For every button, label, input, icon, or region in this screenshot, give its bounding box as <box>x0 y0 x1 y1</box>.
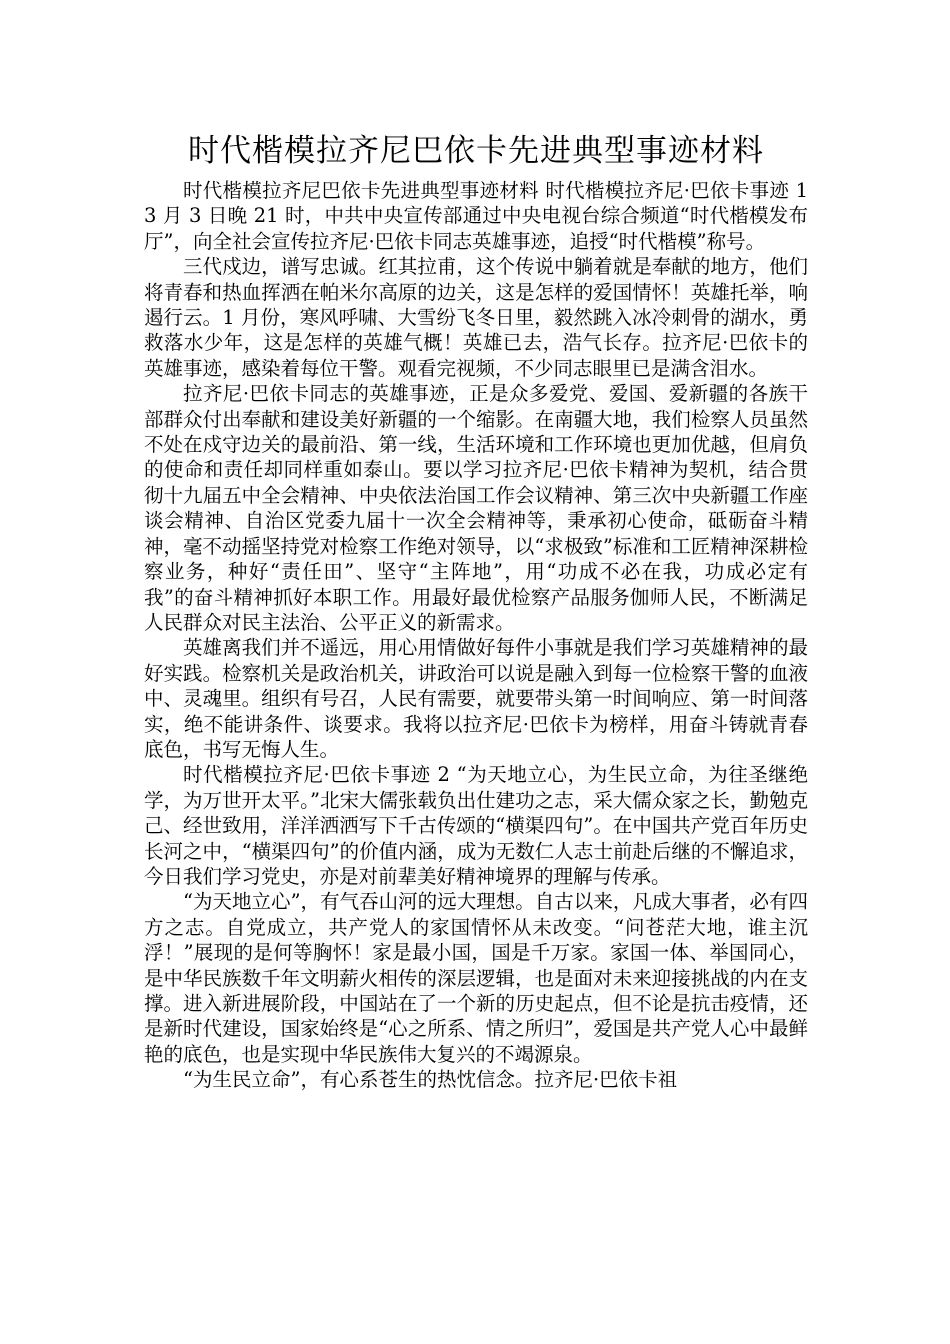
paragraph-4: 英雄离我们并不遥远，用心用情做好每件小事就是我们学习英雄精神的最好实践。检察机关是政治机关，讲政治可以说是融入到每一位检察干警的血液中、灵魂里。组织有号召，人民有需要，就要带头第一时间响应、第一时间落实，绝不能讲条件、谈要求。我将以拉齐尼·巴依卡为榜样，用奋斗铸就青春底色，书写无悔人生。 <box>144 636 808 761</box>
paragraph-6: “为天地立心”，有气吞山河的远大理想。自古以来，凡成大事者，必有四方之志。自党成立，共产党人的家国情怀从未改变。“问苍茫大地，谁主沉浮！”展现的是何等胸怀！家是最小国，国是千万家。家国一体、举国同心，是中华民族数千年文明薪火相传的深层逻辑，也是面对未来迎接挑战的内在支撑。进入新进展阶段，中国站在了一个新的历史起点，但不论是抗击疫情，还是新时代建设，国家始终是“心之所系、情之所归”，爱国是共产党人心中最鲜艳的底色，也是实现中华民族伟大复兴的不竭源泉。 <box>144 890 808 1066</box>
paragraph-5: 时代楷模拉齐尼·巴依卡事迹 2 “为天地立心，为生民立命，为往圣继绝学，为万世开太平。”北宋大儒张载负出仕建功之志，采大儒众家之长，勤勉克己、经世致用，洋洋洒洒写下千古传颂的“横渠四句”。在中国共产党百年历史长河之中，“横渠四句”的价值内涵，成为无数仁人志士前赴后继的不懈追求，今日我们学习党史，亦是对前辈美好精神境界的理解与传承。 <box>144 763 808 888</box>
paragraph-1: 时代楷模拉齐尼巴依卡先进典型事迹材料 时代楷模拉齐尼·巴依卡事迹 1 3 月 3 日晚 21 时，中共中央宣传部通过中央电视台综合频道“时代楷模发布厅”，向全社会宣传拉齐尼·巴依卡同志英雄事迹，追授“时代楷模”称号。 <box>144 179 808 253</box>
document-page <box>144 128 808 1093</box>
document-title: 时代楷模拉齐尼巴依卡先进典型事迹材料 <box>188 133 764 169</box>
paragraph-2: 三代戍边，谱写忠诚。红其拉甫，这个传说中躺着就是奉献的地方，他们将青春和热血挥洒在帕米尔高原的边关，这是怎样的爱国情怀！英雄托举，响遏行云。1 月份，寒风呼啸、大雪纷飞冬日里，毅然跳入冰冷刺骨的湖水，勇救落水少年，这是怎样的英雄气概！英雄已去，浩气长存。拉齐尼·巴依卡的英雄事迹，感染着每位干警。观看完视频，不少同志眼里已是满含泪水。 <box>144 255 808 380</box>
paragraph-7: “为生民立命”，有心系苍生的热忱信念。拉齐尼·巴依卡祖 <box>183 1068 678 1092</box>
paragraph-3: 拉齐尼·巴依卡同志的英雄事迹，正是众多爱党、爱国、爱新疆的各族干部群众付出奉献和建设美好新疆的一个缩影。在南疆大地，我们检察人员虽然不处在戍守边关的最前沿、第一线，生活环境和工作环境也更加优越，但肩负的使命和责任却同样重如泰山。要以学习拉齐尼·巴依卡精神为契机，结合贯彻十九届五中全会精神、中央依法治国工作会议精神、第三次中央新疆工作座谈会精神、自治区党委九届十一次全会精神等，秉承初心使命，砥砺奋斗精神，毫不动摇坚持党对检察工作绝对领导，以“求极致”标准和工匠精神深耕检察业务，种好“责任田”、坚守“主阵地”，用“功成不必在我，功成必定有我”的奋斗精神抓好本职工作。用最好最优检察产品服务伽师人民，不断满足人民群众对民主法治、公平正义的新需求。 <box>144 382 808 634</box>
